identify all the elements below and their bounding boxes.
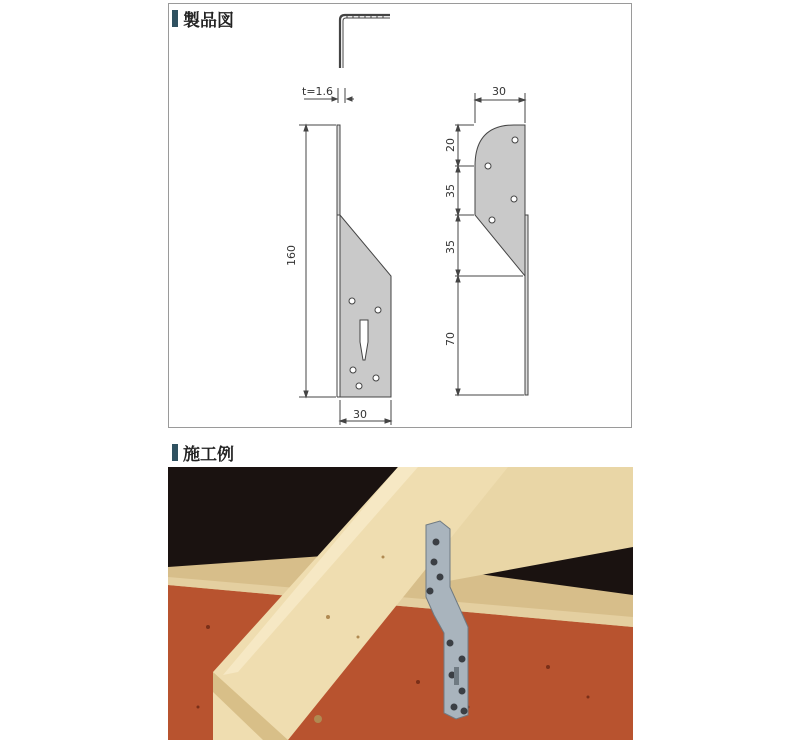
installation-example-heading xyxy=(172,440,234,465)
side-segment-2-label: 35 xyxy=(444,184,457,198)
side-segment-4-label: 70 xyxy=(444,332,457,346)
front-view xyxy=(299,125,391,425)
thickness-label: t=1.6 xyxy=(302,85,334,98)
side-width-label: 30 xyxy=(492,85,506,98)
heading-marker xyxy=(172,444,178,461)
front-width-label: 30 xyxy=(353,408,367,421)
product-drawing-title: 製品図 xyxy=(183,11,234,31)
side-segment-3-label: 35 xyxy=(444,240,457,254)
product-drawing-frame xyxy=(168,3,632,428)
top-view-profile xyxy=(340,15,390,68)
side-segment-1-label: 20 xyxy=(444,138,457,152)
installation-photo xyxy=(168,467,633,740)
height-label: 160 xyxy=(285,245,298,266)
installation-example-title: 施工例 xyxy=(183,445,234,465)
technical-drawing xyxy=(169,4,633,429)
side-view xyxy=(455,93,528,395)
